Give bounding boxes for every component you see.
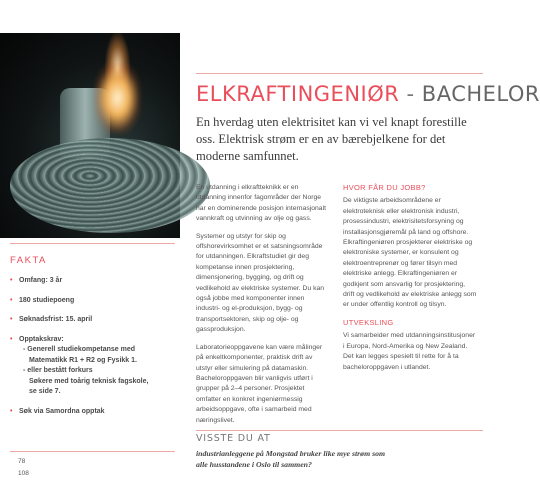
section-heading-jobb: HVOR FÅR DU JOBB? (343, 183, 426, 192)
body-paragraph: En utdanning i elkraftteknikk er en utdanning innenfor fagområder der Norge har en dominerende posisjon internasjonalt vannkraft og utvinning av olje og gass. (196, 184, 326, 223)
body-column-left (196, 183, 330, 433)
visste-box (196, 433, 481, 470)
fakta-item: • Søk via Samordna opptak (10, 407, 175, 418)
electric-arc-glow (95, 63, 140, 133)
body-paragraph: Laboratorieoppgavene kan være målinger på enkeltkomponenter, praktisk drift av utstyr eller simulering på datamaskin. Bacheloroppgaven blir vanligvis utført i grupper på 2–4 personer. Prosjektet omfatter en konkret ingeniørmessig arbeidsoppgave, ofte i samarbeid med næringslivet. (196, 343, 323, 424)
bullet-icon: • (10, 407, 13, 415)
page-numbers (18, 456, 29, 480)
body-paragraph: De viktigste arbeidsområdene er elektroteknisk eller elektronisk industri, prosessindustri, elektrisitetsforsyning og installasjonsgjøremål på land og offshore. Elkraftingeniøren prosjekterer elektriske og elektroniske systemer, er konsulent og elektroentreprenør og fører tilsyn med elektriske anlegg. Elkraftingeniøren er godkjent som ansvarlig for prosjektering, drift og vedlikehold av elektriske anlegg som er under offentlig kontroll og tilsyn. (343, 197, 477, 309)
body-paragraph: Systemer og utstyr for skip og offshorevirksomhet er et satsningsområde for utdanningen. Elkraftstudiet gir deg kompetanse innen prosjektering, dimensjonering, bygging, og drift og vedlikehold av elektriske systemer. Du kan også jobbe med komponenter innen industri- og el-produksjon, bygg- og transportsektoren, skip og olje- og gassproduksjon. (196, 232, 325, 334)
visste-text: industrianleggene på Mongstad bruker like mye strøm som alle husstandene i Oslo til sammen? (196, 449, 386, 469)
title-rule (196, 73, 483, 74)
page-title (196, 82, 540, 106)
fakta-item: • Omfang: 3 år (10, 276, 175, 287)
insulator-arc-photo (0, 33, 180, 238)
title-sub: BACHELOR (421, 82, 540, 106)
fakta-item: • Opptakskrav: - Generell studiekompetanse med Matematikk R1 + R2 og Fysikk 1. - eller bestått forkurs Søkere med toårig teknisk fagskole, se side 7. (10, 335, 175, 398)
bullet-icon: • (10, 316, 13, 323)
fakta-item: • Søknadsfrist: 15. april (10, 315, 175, 326)
fakta-heading: FAKTA (10, 255, 47, 266)
title-separator: - (399, 82, 422, 106)
opptakskrav-details: - Generell studiekompetanse med Matematikk R1 + R2 og Fysikk 1. - eller bestått forkurs Søkere med toårig teknisk fagskole, se side 7. (23, 346, 149, 395)
fakta-box (10, 243, 175, 426)
glass-insulator (10, 138, 210, 233)
footer-rule (10, 451, 175, 452)
bullet-icon: • (10, 296, 13, 304)
section-heading-utveksling: UTVEKSLING (343, 317, 394, 327)
visste-rule (196, 430, 483, 431)
visste-heading: VISSTE DU AT (196, 433, 271, 444)
bullet-icon: • (10, 335, 13, 343)
bullet-icon: • (10, 277, 13, 284)
fakta-list (10, 276, 175, 417)
page-number: 78 (18, 458, 26, 465)
body-column-right (343, 183, 477, 380)
body-paragraph: Vi samarbeider med utdanningsinstitusjoner i Europa, Nord-Amerika og New Zealand. Det kan legges spesielt til rette for å ta bacheloroppgaven i utlandet. (343, 332, 476, 371)
fakta-item: • 180 studiepoeng (10, 296, 175, 307)
title-main: ELKRAFTINGENIØR (196, 82, 400, 106)
page-number: 108 (18, 470, 29, 477)
lead-paragraph: En hverdag uten elektrisitet kan vi vel knapt forestille oss. Elektrisk strøm er en av bærebjelkene for det moderne samfunnet. (196, 115, 467, 163)
